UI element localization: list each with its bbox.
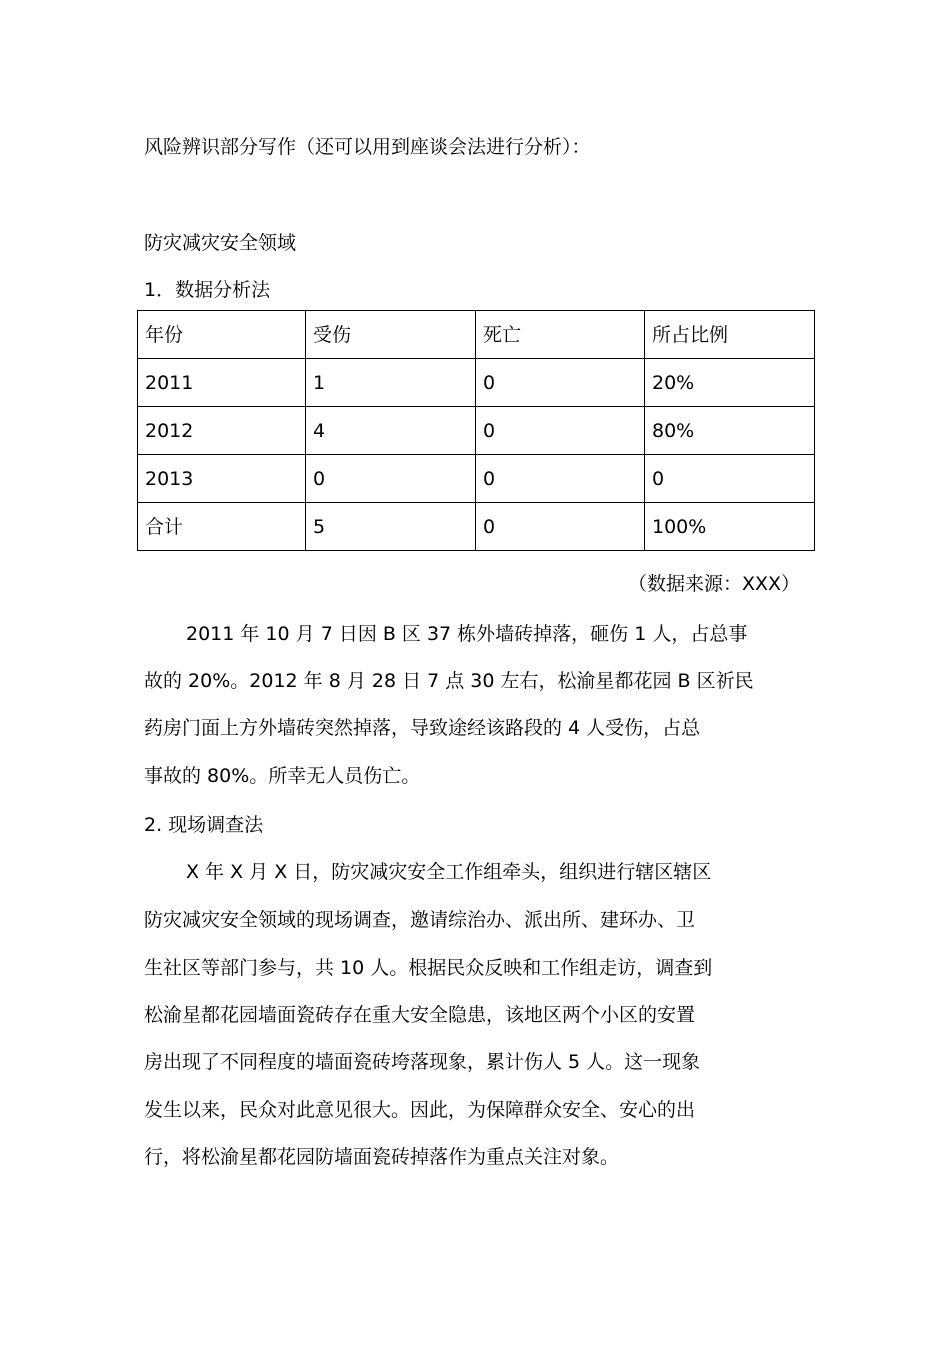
paragraph-1-line: 药房门面上方外墙砖突然掉落，导致途经该路段的 4 人受伤，占总: [144, 717, 701, 739]
injury-statistics-table: [137, 310, 815, 551]
cell-ratio: 80%: [645, 407, 815, 455]
cell-deaths: 0: [476, 503, 645, 551]
data-source-note: （数据来源：XXX）: [628, 573, 801, 595]
paragraph-2-line: X 年 X 月 X 日，防灾减灾安全工作组牵头，组织进行辖区辖区: [186, 861, 712, 883]
table-row: [138, 407, 815, 455]
paragraph-2-line: 防灾减灾安全领域的现场调查，邀请综治办、派出所、建环办、卫: [144, 909, 696, 931]
cell-ratio: 0: [645, 455, 815, 503]
cell-year: 2011: [138, 359, 306, 407]
table-total-row: [138, 503, 815, 551]
cell-year: 2013: [138, 455, 306, 503]
cell-injured: 1: [306, 359, 476, 407]
table-row: [138, 455, 815, 503]
paragraph-2-line: 松渝星都花园墙面瓷砖存在重大安全隐患，该地区两个小区的安置: [144, 1004, 696, 1026]
cell-year: 合计: [138, 503, 306, 551]
section-title: 防灾减灾安全领域: [144, 232, 297, 254]
cell-deaths: 0: [476, 455, 645, 503]
paragraph-2-line: 房出现了不同程度的墙面瓷砖垮落现象，累计伤人 5 人。这一现象: [144, 1051, 701, 1073]
paragraph-2-line: 生社区等部门参与，共 10 人。根据民众反映和工作组走访，调查到: [144, 957, 713, 979]
cell-injured: 4: [306, 407, 476, 455]
cell-injured: 5: [306, 503, 476, 551]
table-row: [138, 359, 815, 407]
cell-ratio: 20%: [645, 359, 815, 407]
header-deaths: 死亡: [476, 311, 645, 359]
header-year: 年份: [138, 311, 306, 359]
cell-deaths: 0: [476, 359, 645, 407]
cell-deaths: 0: [476, 407, 645, 455]
cell-ratio: 100%: [645, 503, 815, 551]
cell-year: 2012: [138, 407, 306, 455]
paragraph-2-line: 行，将松渝星都花园防墙面瓷砖掉落作为重点关注对象。: [144, 1146, 620, 1168]
paragraph-2-line: 发生以来，民众对此意见很大。因此，为保障群众安全、安心的出: [144, 1099, 696, 1121]
cell-injured: 0: [306, 455, 476, 503]
page-heading: 风险辨识部分写作（还可以用到座谈会法进行分析）：: [144, 136, 591, 158]
header-ratio: 所占比例: [645, 311, 815, 359]
header-injured: 受伤: [306, 311, 476, 359]
paragraph-1-line: 2011 年 10 月 7 日因 B 区 37 栋外墙砖掉落，砸伤 1 人，占总事: [186, 623, 748, 645]
method-1-title: 1．数据分析法: [144, 279, 271, 301]
paragraph-1-line: 故的 20%。2012 年 8 月 28 日 7 点 30 左右，松渝星都花园 B 区祈民: [144, 670, 754, 692]
table-header-row: [138, 311, 815, 359]
method-2-title: 2. 现场调查法: [144, 814, 264, 836]
paragraph-1-line: 事故的 80%。所幸无人员伤亡。: [144, 765, 421, 787]
